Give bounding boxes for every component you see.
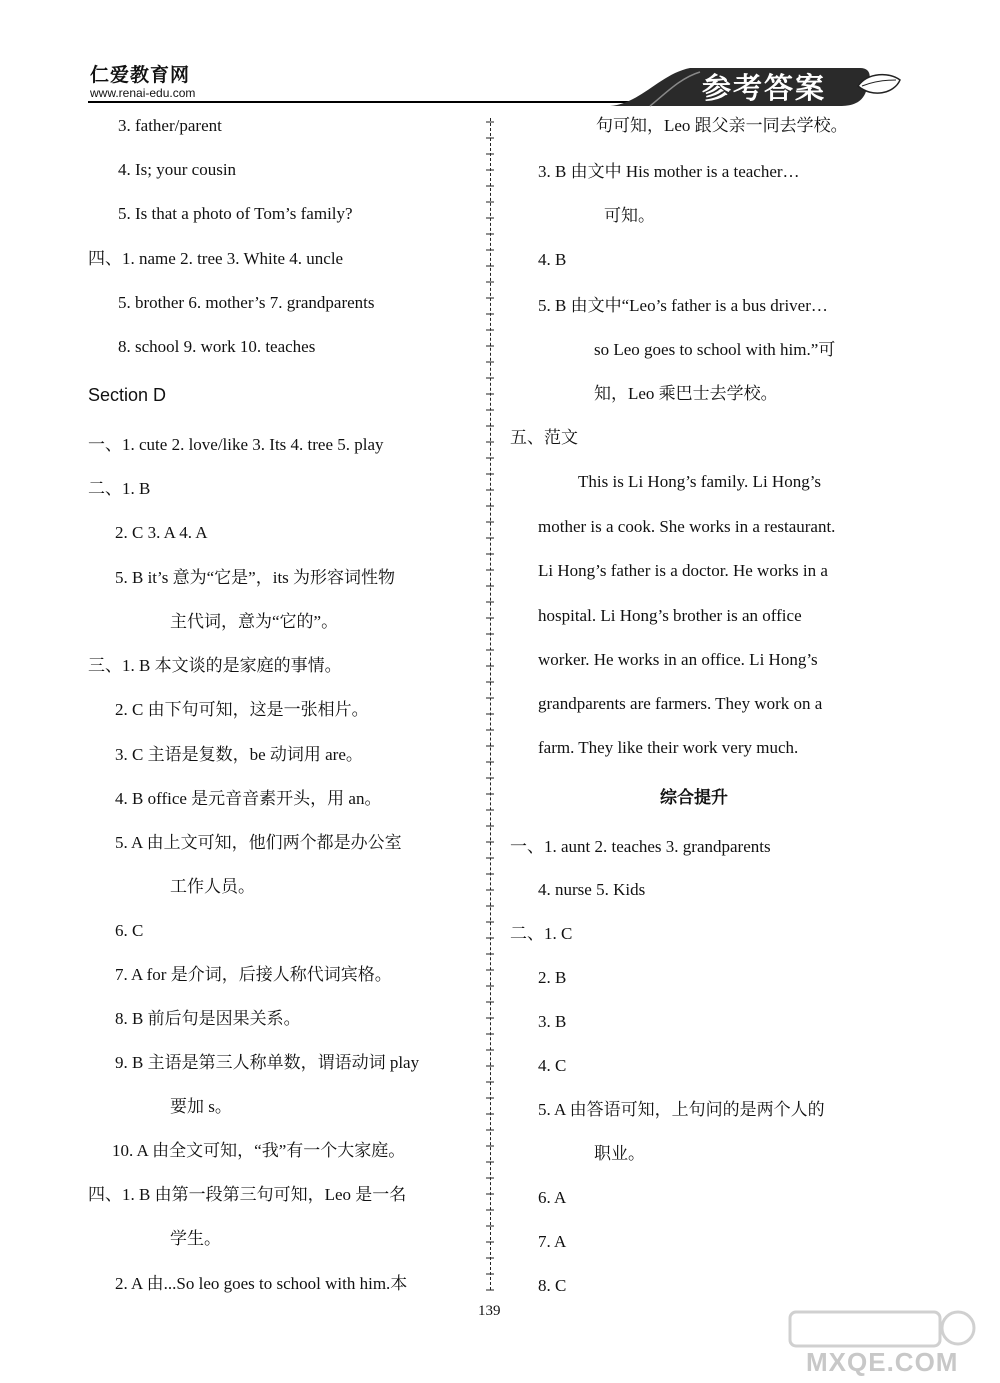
answer-line: 职业。	[594, 1144, 645, 1163]
section-heading: 综合提升	[660, 788, 728, 808]
answer-line: 知，Leo 乘巴士去学校。	[594, 384, 778, 403]
answer-line: 6. C	[115, 921, 144, 940]
answer-line: 五、范文	[510, 428, 578, 447]
answer-line: 2. B	[538, 968, 567, 987]
answer-line: 二、1. C	[510, 924, 573, 943]
essay-line: worker. He works in an office. Li Hong’s	[538, 650, 818, 669]
answer-line: 可知。	[604, 206, 655, 225]
page-number: 139	[478, 1303, 501, 1319]
watermark-text: MXQE.COM	[806, 1347, 959, 1377]
answer-line: 2. A 由...So leo goes to school with him.本	[115, 1274, 408, 1293]
answer-line: 3. father/parent	[118, 116, 222, 135]
answer-line: 5. A 由答语可知，上句问的是两个人的	[538, 1100, 825, 1119]
answer-line: 10. A 由全文可知，“我”有一个大家庭。	[112, 1141, 406, 1160]
essay-line: This is Li Hong’s family. Li Hong’s	[578, 472, 822, 491]
answer-line: 4. C	[538, 1056, 567, 1075]
answer-line: 5. B 由文中“Leo’s father is a bus driver…	[538, 296, 828, 315]
answer-line: 3. C 主语是复数，be 动词用 are。	[115, 745, 363, 764]
answer-line: 句可知，Leo 跟父亲一同去学校。	[596, 116, 848, 135]
answer-line: 4. nurse 5. Kids	[538, 880, 646, 899]
answer-line: 学生。	[170, 1229, 221, 1248]
answer-line: 6. A	[538, 1188, 567, 1207]
answer-line: 工作人员。	[170, 877, 255, 896]
essay-line: hospital. Li Hong’s brother is an office	[538, 606, 802, 625]
answer-line: 5. A 由上文可知，他们两个都是办公室	[115, 833, 402, 852]
answer-line: 5. brother 6. mother’s 7. grandparents	[118, 293, 375, 312]
answer-line: 一、1. cute 2. love/like 3. Its 4. tree 5. play	[88, 435, 384, 454]
answer-line: 二、1. B	[88, 479, 151, 498]
answer-line: 4. B	[538, 250, 567, 269]
answer-line: 5. B it’s 意为“它是”，its 为形容词性物	[115, 568, 396, 587]
essay-line: grandparents are farmers. They work on a	[538, 694, 823, 713]
answer-line: 8. school 9. work 10. teaches	[118, 337, 316, 356]
answer-line: 四、1. B 由第一段第三句可知，Leo 是一名	[88, 1185, 407, 1204]
answer-line: 一、1. aunt 2. teaches 3. grandparents	[510, 837, 771, 856]
section-heading: Section D	[88, 385, 167, 405]
answer-line: 四、1. name 2. tree 3. White 4. uncle	[88, 249, 344, 268]
answer-line: 4. B office 是元音音素开头，用 an。	[115, 789, 382, 808]
answer-line: 2. C 3. A 4. A	[115, 523, 208, 542]
brand-url: www.renai-edu.com	[90, 86, 196, 100]
answer-line: 4. Is; your cousin	[118, 160, 237, 179]
essay-line: Li Hong’s father is a doctor. He works in a	[538, 561, 828, 580]
essay-line: mother is a cook. She works in a restaurant.	[538, 517, 836, 536]
banner-title: 参考答案	[702, 71, 827, 105]
answer-line: 3. B	[538, 1012, 567, 1031]
answer-line: 要加 s。	[170, 1097, 232, 1116]
answer-line: 9. B 主语是第三人称单数，谓语动词 play	[115, 1053, 420, 1072]
answer-line: 8. B 前后句是因果关系。	[115, 1009, 301, 1028]
brand-title: 仁爱教育网	[90, 64, 191, 86]
answer-line: 7. A for 是介词，后接人称代词宾格。	[115, 965, 392, 984]
answer-line: 三、1. B 本文谈的是家庭的事情。	[88, 656, 342, 675]
essay-line: farm. They like their work very much.	[538, 738, 799, 757]
answer-line: 主代词，意为“它的”。	[170, 612, 339, 631]
answer-line: 5. Is that a photo of Tom’s family?	[118, 204, 353, 223]
column-divider-marks	[484, 116, 496, 1292]
header-rule	[88, 101, 648, 103]
answer-line: 3. B 由文中 His mother is a teacher…	[538, 162, 800, 181]
answer-line: so Leo goes to school with him.”可	[594, 340, 836, 359]
answer-line: 7. A	[538, 1232, 567, 1251]
answer-line: 2. C 由下句可知，这是一张相片。	[115, 700, 369, 719]
page-header	[0, 0, 1000, 112]
answer-line: 8. C	[538, 1276, 567, 1295]
